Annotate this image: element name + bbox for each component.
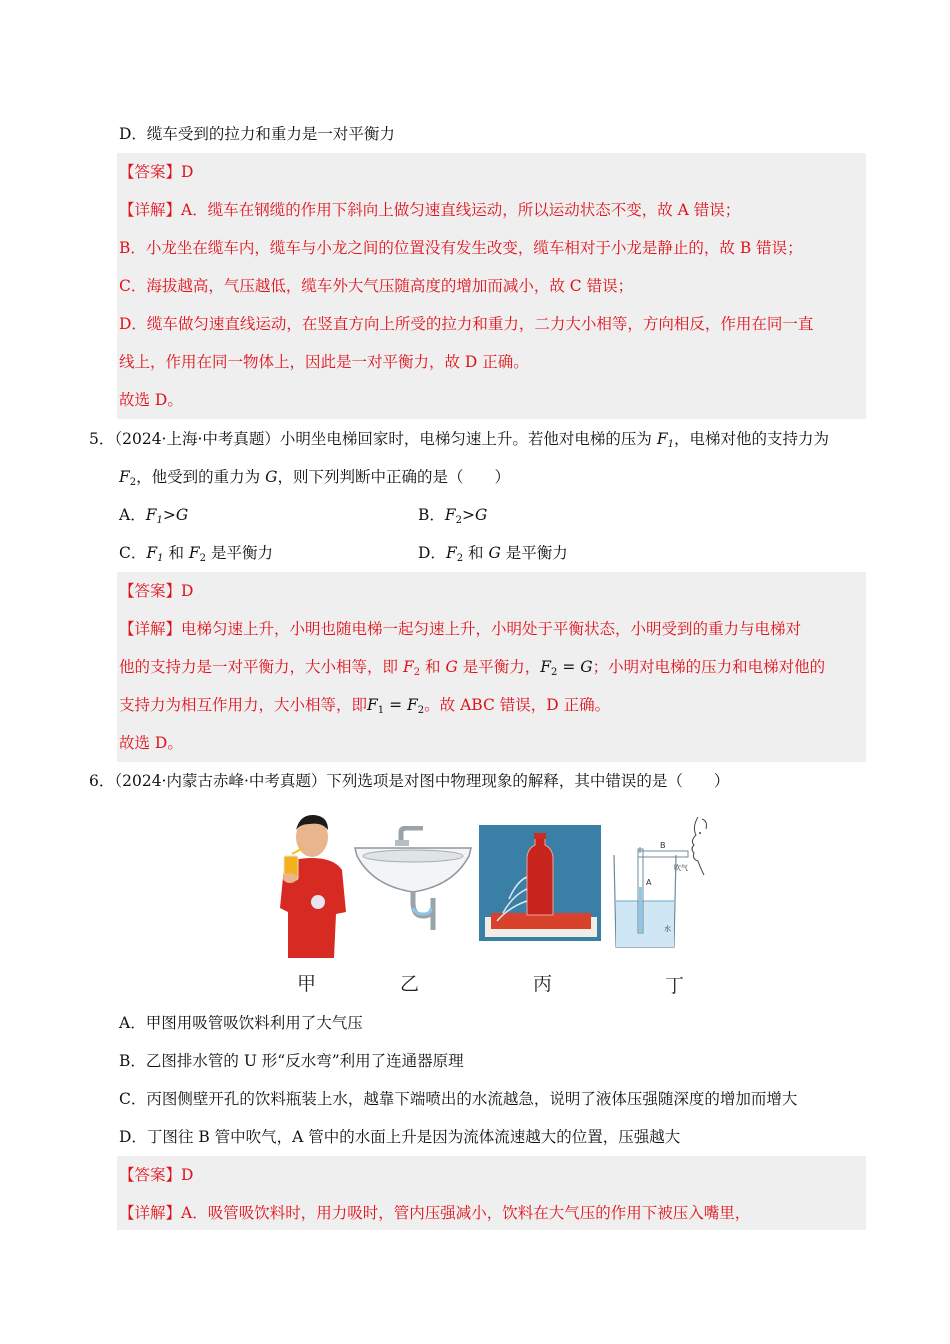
q4-detail-line: 线上，作用在同一物体上，因此是一对平衡力，故 D 正确。 <box>119 353 529 371</box>
caption-ding: 丁 <box>665 975 685 997</box>
q4-answer: 【答案】D <box>119 163 194 181</box>
label-blow: 吹气 <box>674 864 688 872</box>
caption-yi: 乙 <box>400 973 420 995</box>
q6-option-a: A．甲图用吸管吸饮料利用了大气压 <box>119 1014 363 1032</box>
q5-stem-line-1: 5．（2024·上海·中考真题）小明坐电梯回家时，电梯匀速上升。若他对电梯的压为 $F_1$，电梯对他的支持力为 <box>89 430 829 450</box>
q6-option-c: C．丙图侧壁开孔的饮料瓶装上水，越靠下端喷出的水流越急，说明了液体压强随深度的增加而增大 <box>119 1090 798 1108</box>
q4-detail-line: 【详解】A．缆车在钢缆的作用下斜向上做匀速直线运动，所以运动状态不变，故 A 错误； <box>119 201 741 219</box>
q5-option-d: D．$F_2$ 和 G 是平衡力 <box>418 544 568 564</box>
label-b: B <box>660 841 666 850</box>
caption-jia: 甲 <box>297 973 317 995</box>
q5-option-b: B．$F_2>G$ <box>418 506 488 526</box>
q5-option-c: C．$F_1$ 和 $F_2$ 是平衡力 <box>119 544 273 564</box>
q4-detail-line: D．缆车做匀速直线运动，在竖直方向上所受的拉力和重力，二力大小相等，方向相反，作用在同一直 <box>119 315 814 333</box>
q5-option-a: A．$F_1>G$ <box>119 506 189 526</box>
q5-detail-line-1: 【详解】电梯匀速上升，小明也随电梯一起匀速上升，小明处于平衡状态，小明受到的重力与电梯对 <box>119 620 802 638</box>
q6-option-d: D．丁图往 B 管中吹气，A 管中的水面上升是因为流体流速越大的位置，压强越大 <box>119 1128 681 1146</box>
label-a: A <box>646 878 652 887</box>
q6-stem: 6．（2024·内蒙古赤峰·中考真题）下列选项是对图中物理现象的解释，其中错误的是（ ） <box>89 772 730 790</box>
q5-answer: 【答案】D <box>119 582 194 600</box>
q6-answer: 【答案】D <box>119 1166 194 1184</box>
blowing-tube-figure <box>608 815 710 953</box>
q4-option-d: D．缆车受到的拉力和重力是一对平衡力 <box>119 125 395 143</box>
caption-bing: 丙 <box>533 973 553 995</box>
q4-detail-line: C．海拔越高，气压越低，缆车外大气压随高度的增加而减小，故 C 错误； <box>119 277 634 295</box>
q5-detail-line-2: 他的支持力是一对平衡力，大小相等，即 $F_2$ 和 G 是平衡力，$F_2 = G$；小明对电梯的压力和电梯对他的 <box>119 658 826 678</box>
label-water: 水 <box>664 925 671 933</box>
q5-detail-line-3: 支持力为相互作用力，大小相等，即$F_1 = F_2$。故 ABC 错误，D 正确。 <box>119 696 611 716</box>
boy-drinking-figure <box>270 812 350 958</box>
q5-stem-line-2: $F_2$，他受到的重力为 G，则下列判断中正确的是（ ） <box>119 468 510 488</box>
sink-u-trap-figure <box>353 826 473 938</box>
q4-conclusion: 故选 D。 <box>119 391 183 409</box>
q5-conclusion: 故选 D。 <box>119 734 183 752</box>
bottle-jets-figure <box>479 825 601 941</box>
q6-option-b: B．乙图排水管的 U 形“反水弯”利用了连通器原理 <box>119 1052 464 1070</box>
q4-detail-line: B．小龙坐在缆车内，缆车与小龙之间的位置没有发生改变，缆车相对于小龙是静止的，故 B 错误； <box>119 239 803 257</box>
q6-detail-line-1: 【详解】A．吸管吸饮料时，用力吸时，管内压强减小，饮料在大气压的作用下被压入嘴里， <box>119 1204 751 1222</box>
